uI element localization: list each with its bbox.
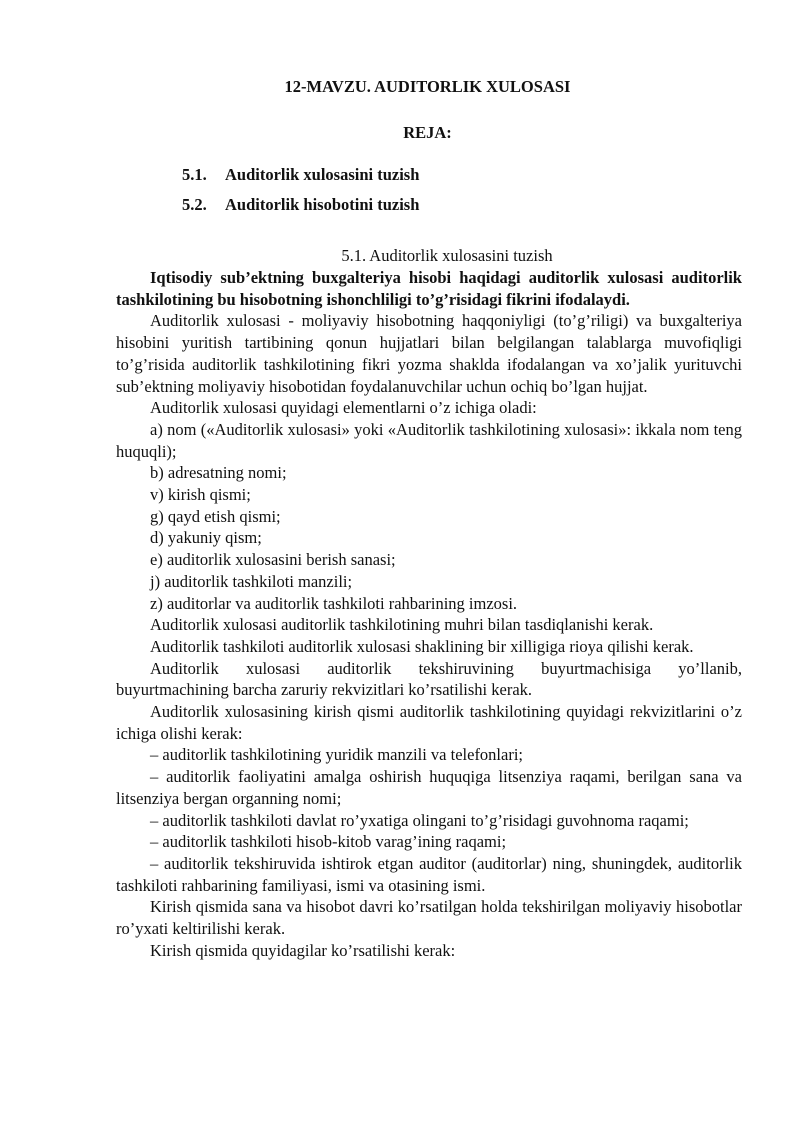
plan-item bbox=[182, 164, 419, 186]
paragraph: Auditorlik xulosasi auditorlik tashkilotining muhri bilan tasdiqlanishi kerak. bbox=[150, 615, 654, 635]
paragraph: Auditorlik xulosasi auditorlik tekshiruvining buyurtmachisiga yo’llanib, buyurtmachining barcha zaruriy rekvizitlari ko’rsatilishi kerak. bbox=[116, 658, 742, 700]
section-heading: 5.1. Auditorlik xulosasini tuzish bbox=[341, 246, 553, 265]
paragraph: Kirish qismida quyidagilar ko’rsatilishi kerak: bbox=[150, 940, 456, 960]
paragraph: Auditorlik xulosasi - moliyaviy hisobotning haqqoniyligi (to’g’riligi) va buxgalteriya hisobini yuritish tartibining qonun hujjatlari bilan belgilangan talablarga muvofiqligi to’g’risida auditorlik tashkilotining fikri yozma shaklda ifodalangan va xo’jalik yurituvchi sub’ektning moliyaviy hisobotidan foydalanuvchilar uchun ochiq bo’lgan hujjat. bbox=[116, 311, 742, 396]
list-item: j) auditorlik tashkiloti manzili; bbox=[150, 571, 353, 591]
plan-item-number: 5.2. bbox=[182, 195, 207, 214]
list-item: e) auditorlik xulosasini berish sanasi; bbox=[150, 550, 396, 570]
page-title: 12-MAVZU. AUDITORLIK XULOSASI bbox=[284, 77, 571, 96]
plan-item-number: 5.1. bbox=[182, 165, 207, 184]
paragraph: Kirish qismida sana va hisobot davri ko’rsatilgan holda tekshirilgan moliyaviy hisobotlar ro’yxati keltirilishi kerak. bbox=[116, 897, 742, 939]
list-item: z) auditorlar va auditorlik tashkiloti rahbarining imzosi. bbox=[150, 593, 518, 613]
list-item: b) adresatning nomi; bbox=[150, 463, 287, 483]
list-item: g) qayd etish qismi; bbox=[150, 506, 281, 526]
list-item: d) yakuniy qism; bbox=[150, 528, 262, 548]
list-item: – auditorlik tashkiloti davlat ro’yxatiga olingani to’g’risidagi guvohnoma raqami; bbox=[150, 810, 689, 830]
plan-item-label: Auditorlik hisobotini tuzish bbox=[225, 195, 420, 214]
plan-item-label: Auditorlik xulosasini tuzish bbox=[225, 165, 420, 184]
list-item: – auditorlik tekshiruvida ishtirok etgan auditor (auditorlar) ning, shuningdek, auditorlik tashkiloti rahbarining familiyasi, ismi va otasining ismi. bbox=[116, 853, 742, 895]
paragraph: Auditorlik xulosasi quyidagi elementlarni o’z ichiga oladi: bbox=[150, 398, 537, 418]
plan-heading: REJA: bbox=[403, 123, 452, 142]
section-body bbox=[116, 267, 742, 962]
paragraph-lead: Iqtisodiy sub’ektning buxgalteriya hisobi haqidagi auditorlik xulosasi auditorlik tashkilotining bu hisobotning ishonchliligi to’g’risidagi fikrini ifodalaydi. bbox=[116, 268, 742, 309]
list-item: – auditorlik tashkilotining yuridik manzili va telefonlari; bbox=[150, 745, 524, 765]
paragraph: Auditorlik tashkiloti auditorlik xulosasi shaklining bir xilligiga rioya qilishi kerak. bbox=[150, 636, 694, 656]
list-item: a) nom («Auditorlik xulosasi» yoki «Auditorlik tashkilotining xulosasi»: ikkala nom teng huquqli); bbox=[116, 419, 742, 461]
list-item: – auditorlik faoliyatini amalga oshirish huquqiga litsenziya raqami, berilgan sana va litsenziya bergan organning nomi; bbox=[116, 767, 742, 808]
paragraph: Auditorlik xulosasining kirish qismi auditorlik tashkilotining quyidagi rekvizitlarini o’z ichiga olishi kerak: bbox=[116, 702, 742, 743]
list-item: – auditorlik tashkiloti hisob-kitob varag’ining raqami; bbox=[150, 832, 507, 852]
plan-item bbox=[182, 194, 419, 216]
list-item: v) kirish qismi; bbox=[150, 485, 251, 505]
